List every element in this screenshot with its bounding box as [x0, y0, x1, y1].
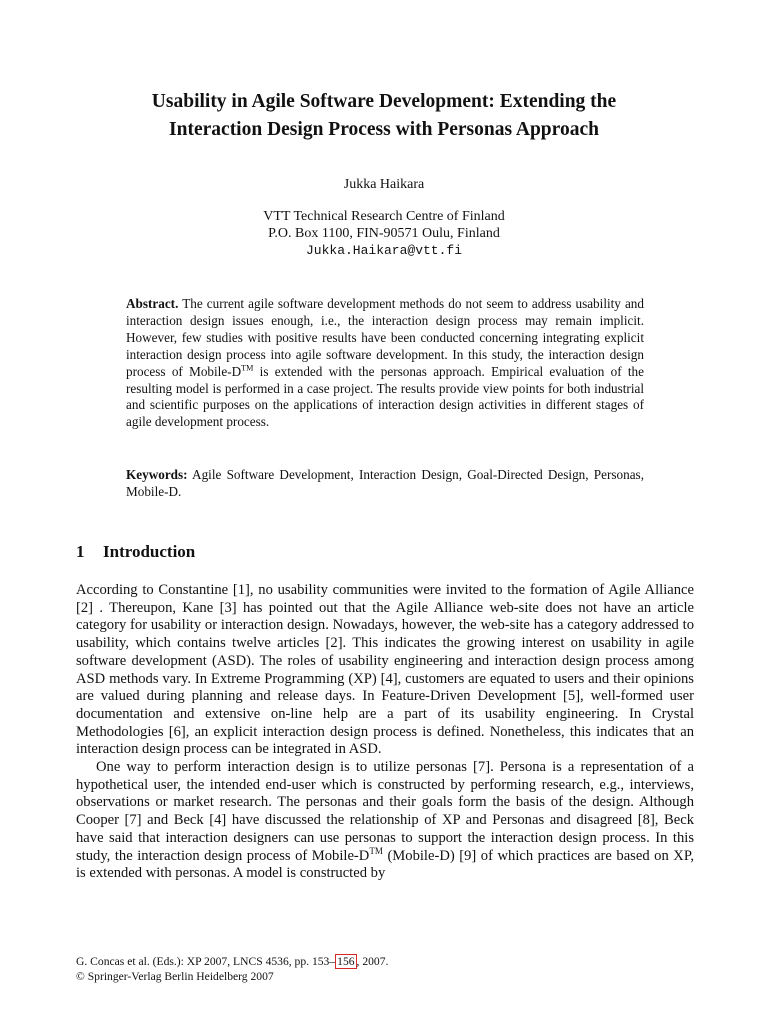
paragraph-2-text-a: One way to perform interaction design is to utilize personas [7]. Persona is a representation of a hypothetical user, the intended end-user which is constructed by performing research, e.g., interviews, observations or market research. The personas and their goals form the basis of the design. Although Cooper [7] and Beck [4] have discussed the relationship of XP and Personas and disagreed [8], Beck have said that interaction designers can use personas to support the interaction design process. In this study, the interaction design process of Mobile-D: [76, 759, 694, 864]
abstract-text-b: is extended with the personas approach. Empirical evaluation of the resulting model is performed in a case project. The results provide view points for both industrial and scientific purposes on the applications of interaction design activities in different stages of agile development process.: [126, 363, 644, 430]
trademark-superscript: TM: [369, 845, 383, 856]
section-title: Introduction: [103, 542, 196, 561]
affiliation-address: P.O. Box 1100, FIN-90571 Oulu, Finland: [268, 226, 500, 241]
title-line-1: Usability in Agile Software Development: Extending the: [151, 91, 617, 112]
paragraph-1: According to Constantine [1], no usability communities were invited to the formation of Agile Alliance [2] . Thereupon, Kane [3] has pointed out that the Agile Alliance web-site does not have an article category for usability or interaction design. Nowadays, however, the web-site has a category addressed to usability, which contains twelve articles [2]. This indicates the growing interest on usability in agile software development (ASD). The roles of usability engineering and interaction design process among ASD methods vary. In Extreme Programming (XP) [4], customers are equated to users and their opinions are valued during planning and release days. In Feature-Driven Development [5], well-formed user documentation and extensive on-line help are a part of its usability engineering. In Crystal Methodologies [6], an explicit interaction design process is defined. Nonetheless, this indicates that an interaction design process can be integrated in ASD.: [76, 582, 694, 758]
section-heading-introduction: [76, 541, 195, 563]
keywords-text: Agile Software Development, Interaction Design, Goal-Directed Design, Personas, Mobile-D.: [126, 467, 644, 499]
paragraph-2-text-b: (Mobile-D) [9] of which practices are based on XP, is extended with personas. A model is constructed by: [76, 847, 694, 882]
body-text: [76, 582, 694, 883]
paper-title: [60, 88, 708, 144]
title-line-2: Interaction Design Process with Personas Approach: [169, 119, 599, 140]
paragraph-2: [76, 759, 694, 883]
affiliation: [0, 208, 768, 259]
keywords-label: Keywords:: [126, 467, 188, 482]
author-email[interactable]: Jukka.Haikara@vtt.fi: [305, 243, 463, 258]
page-range-link[interactable]: 156: [337, 955, 355, 968]
author-name: Jukka Haikara: [343, 177, 425, 192]
copyright-line: © Springer-Verlag Berlin Heidelberg 2007: [76, 970, 274, 983]
citation-suffix: , 2007.: [356, 955, 389, 968]
citation-prefix: G. Concas et al. (Eds.): XP 2007, LNCS 4536, pp. 153–: [76, 955, 336, 968]
abstract-text-a: The current agile software development methods do not seem to address usability and interaction design issues enough, i.e., the interaction design process may remain implicit. However, few studies with positive results have been conducted concerning integrating explicit interaction design process into agile software development. In this study, the interaction design process of Mobile-D: [126, 296, 644, 379]
keywords: [126, 466, 644, 500]
affiliation-org: VTT Technical Research Centre of Finland: [263, 209, 505, 224]
abstract: [126, 296, 644, 431]
section-number: 1: [76, 542, 85, 561]
abstract-label: Abstract.: [126, 296, 179, 311]
citation-line: [76, 954, 388, 969]
trademark-superscript: TM: [241, 363, 254, 373]
footer: [76, 954, 388, 984]
